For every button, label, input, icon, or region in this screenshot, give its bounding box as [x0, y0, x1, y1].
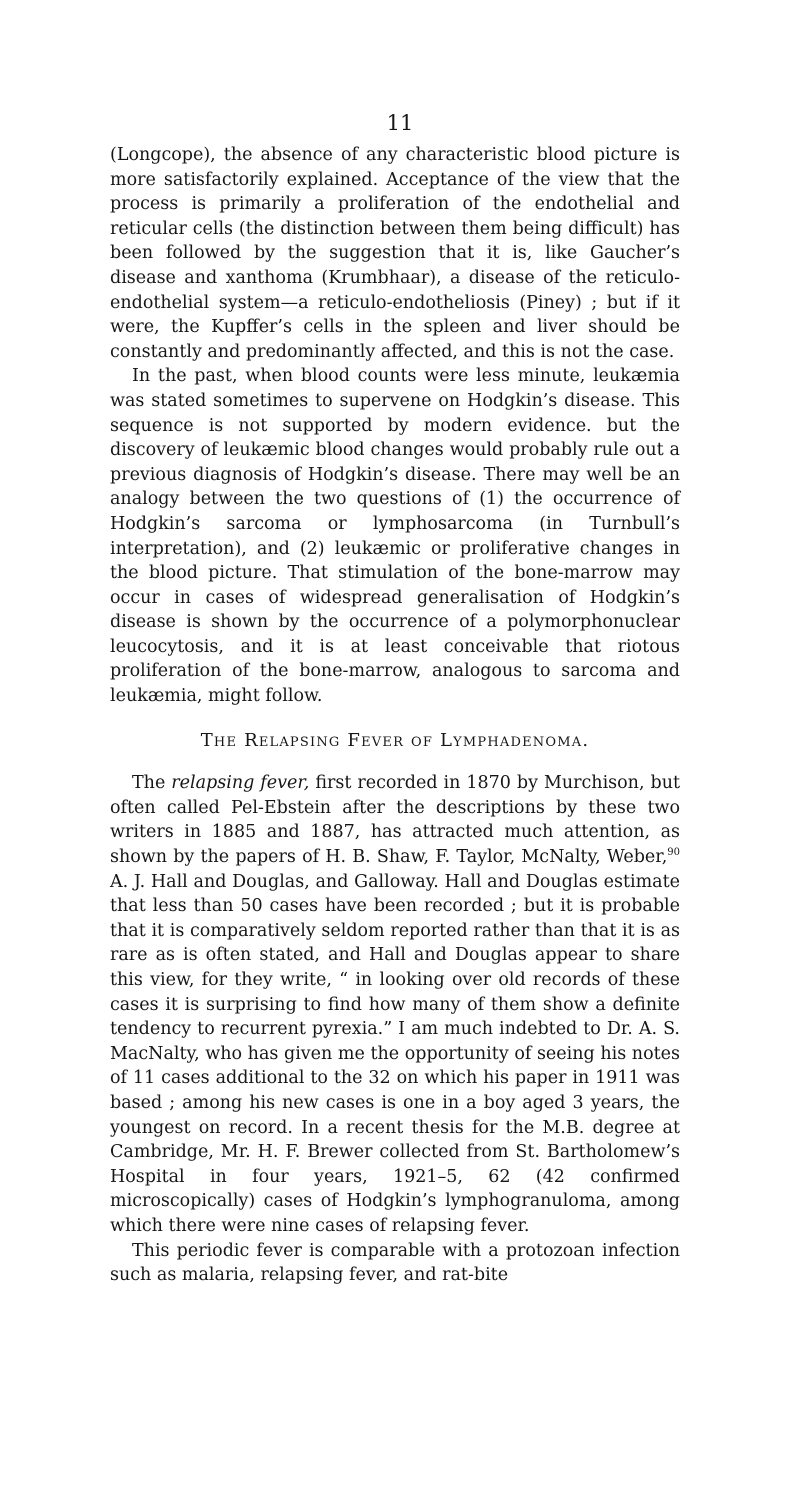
section-heading: The Relapsing Fever of Lymphadenoma. — [200, 729, 590, 751]
paragraph-4: This periodic fever is comparable with a protozoan infection such as malaria, relapsing fever, and rat-bite — [110, 1240, 680, 1286]
page-number: 11 — [386, 111, 414, 135]
paragraph-3 — [110, 771, 680, 1238]
reference-superscript: 90 — [667, 847, 680, 859]
paragraph-2: In the past, when blood counts were less minute, leukæmia was stated sometimes to supervene on Hodgkin’s disease. This sequence is not supported by modern evidence. but the discovery of leukæmic blood changes would probably rule out a previous diagnosis of Hodgkin’s disease. There may well be an analogy between the two questions of (1) the occurrence of Hodgkin’s sarcoma or lymphosarcoma (in Turnbull’s interpretation), and (2) leukæmic or proliferative changes in the blood picture. That stimulation of the bone-marrow may occur in cases of widespread generalisation of Hodgkin’s disease is shown by the occurrence of a polymorphonuclear leucocytosis, and it is at least conceivable that riotous proliferation of the bone-marrow, analogous to sarcoma and leukæmia, might follow. — [110, 366, 680, 707]
paragraph-3-end: A. J. Hall and Douglas, and Galloway. Hall and Douglas estimate that less than 50 cases have been recorded ; but it is probable that it is comparatively seldom reported rather than that it is as rare as is often stated, and Hall and Douglas appear to share this view, for they write, “ in looking over old records of these cases it is surprising to find how many of them show a definite tendency to recurrent pyrexia.” I am much indebted to Dr. A. S. MacNalty, who has given me the opportunity of seeing his notes of 11 cases additional to the 32 on which his paper in 1911 was based ; among his new cases is one in a boy aged 3 years, the youngest on record. In a recent thesis for the M.B. degree at Cambridge, Mr. H. F. Brewer collected from St. Bartholomew’s Hospital in four years, 1921–5, 62 (42 confirmed microscopically) cases of Hodgkin’s lymphogranuloma, among which there were nine cases of relapsing fever. — [110, 871, 680, 1236]
paragraph-1: (Longcope), the absence of any characteristic blood picture is more satisfactorily explained. Acceptance of the view that the process is primarily a proliferation of the endothelial and reticular cells (the distinction between them being difficult) has been followed by the suggestion that it is, like Gaucher’s disease and xanthoma (Krumbhaar), a disease of the reticulo-endothelial system—a reticulo-endotheliosis (Piney) ; but if it were, the Kupffer’s cells in the spleen and liver should be constantly and predominantly affected, and this is not the case. — [110, 145, 680, 362]
body-text — [110, 143, 680, 1288]
paragraph-3-middle: first recorded in 1870 by Murchison, but often called Pel-Ebstein after the descriptions by these two writers in 1885 and 1887, has attracted much attention, as shown by the papers of H. B. Shaw, F. Taylor, McNalty, Weber, — [110, 773, 680, 868]
paragraph-3-start: The — [132, 773, 172, 794]
paragraph-3-italic-term: relapsing fever, — [171, 773, 310, 794]
